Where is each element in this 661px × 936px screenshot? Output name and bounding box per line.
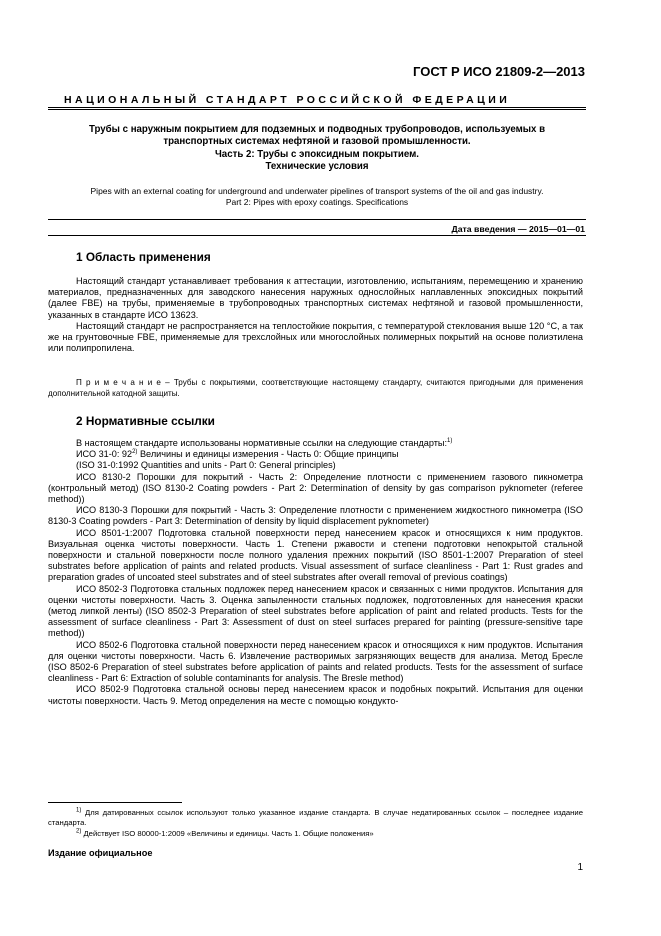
reference-item: ИСО 8130-2 Порошки для покрытий - Часть 2: Определение плотности с применением газового пикнометра (контрольный метод) (ISO 8130-2 Coating powders - Part 2: Determination of density by gas comparison pyknometer (referee method))	[48, 471, 583, 505]
title-en-line: Part 2: Pipes with epoxy coatings. Specifications	[225, 197, 409, 208]
section-1-note	[48, 378, 583, 399]
title-ru-line: Часть 2: Трубы с эпоксидным покрытием.	[215, 148, 419, 160]
note-text: – Трубы с покрытиями, соответствующие настоящему стандарту, считаются пригодными для применения дополнительной катодной защиты.	[48, 378, 583, 398]
section-1-paragraph: Настоящий стандарт устанавливает требования к аттестации, изготовлению, испытаниям, перемещению и хранению материалов, предназначенных для заводского нанесения наружных однослойных наплавленных эпоксидных покрытий (далее FBE) на трубы, применяемые в трубопроводных транспортных системах нефтяной и газовой промышленности, указанных в стандарте ИСО 13623.	[48, 276, 583, 320]
header-rule-bottom	[48, 109, 586, 110]
footnote-1	[48, 808, 583, 828]
note-label: П р и м е ч а н и е	[76, 378, 161, 387]
footnote-mark: 1)	[76, 807, 82, 814]
title-en-line: Pipes with an external coating for underground and underwater pipelines of transport systems of the oil and gas industry.	[90, 186, 544, 196]
title-english	[48, 186, 586, 208]
footnote-2	[48, 829, 583, 839]
section-1-paragraph: Настоящий стандарт не распространяется на теплостойкие покрытия, с температурой стеклования выше 120 °С, а так же на грунтовочные FBE, применяемые для трехслойных или многослойных полимерных покрытий на основе полиэтилена или полипропилена.	[48, 320, 583, 354]
page-number: 1	[577, 862, 583, 873]
date-rule	[48, 235, 586, 236]
reference-item: ИСО 8501-1:2007 Подготовка стальной поверхности перед нанесением красок и относящихся к ним продуктов. Визуальная оценка чистоты поверхности. Часть 1. Степени ржавости и степени подготовки непокрытой стальной поверхности и стальной поверхности после полного удаления прежних покрытий (ISO 8501-1:2007 Preparation of steel substrates before application of paints and related products. Visual assessment of surface cleanliness - Part 1: Rust grades and preparation grades of uncoated steel substrates and of steel substrates after overall removal of previous coatings)	[48, 527, 583, 583]
footnote-text: Действует ISO 80000-1:2009 «Величины и единицы. Часть 1. Общие положения»	[81, 829, 374, 838]
title-ru-line: транспортных системах нефтяной и газовой промышленности.	[163, 136, 471, 148]
section-2-body	[48, 438, 583, 707]
reference-item: ИСО 8130-3 Порошки для покрытий - Часть 3: Определение плотности с применением жидкостного пикнометра (ISO 8130-3 Coating powders - Part 3: Determination of density by liquid displacement pyknometer)	[48, 505, 583, 527]
title-russian	[48, 124, 586, 173]
standard-code: ГОСТ Р ИСО 21809-2—2013	[413, 64, 585, 79]
references-intro	[48, 438, 583, 449]
footnote-mark: 2)	[76, 828, 82, 835]
official-edition: Издание официальное	[48, 848, 153, 858]
footnote-ref: 1)	[447, 437, 453, 444]
reference-code: ИСО 31-0: 92	[76, 449, 133, 460]
footnote-separator	[48, 802, 182, 803]
section-2-heading: 2 Нормативные ссылки	[76, 414, 215, 428]
reference-item: ИСО 8502-3 Подготовка стальных подложек перед нанесением красок и связанных с ними продуктов. Испытания для оценки чистоты поверхности. Часть 3. Оценка запыленности стальных подложек, подготовленных для нанесения краски (метод липкой ленты) (ISO 8502-3 Preparation of steel substrates before application of paint and related products. Tests for the assessment of surface cleanliness - Part 3: Assessment of dust on steel surfaces prepared for painting (pressure-sensitive tape method))	[48, 583, 583, 639]
introduction-date: Дата введения — 2015—01—01	[451, 224, 585, 234]
header-rule-top	[48, 107, 586, 108]
title-rule	[48, 219, 586, 220]
title-ru-line: Технические условия	[265, 160, 369, 172]
reference-item: ИСО 8502-6 Подготовка стальной поверхности перед нанесением красок и относящихся к ним продуктов. Испытания для оценки чистоты поверхности. Часть 6. Извлечение растворимых загрязняющих веществ для анализа. Метод Бресле (ISO 8502-6 Preparation of steel substrates before application of paints and related products. Tests for the assessment of surface cleanliness - Part 6: Extraction of soluble contaminants for analysis. The Bresle method)	[48, 639, 583, 684]
section-1-heading: 1 Область применения	[76, 250, 211, 264]
title-ru-line: Трубы с наружным покрытием для подземных и подводных трубопроводов, используемых в	[88, 124, 546, 135]
reference-item: ИСО 8502-9 Подготовка стальной основы перед нанесением красок и подобных покрытий. Испытания для оценки чистоты поверхности. Часть 9. Метод определения на месте с помощью кондукто-	[48, 684, 583, 706]
reference-title: Величины и единицы измерения - Часть 0: Общие принципы	[137, 449, 399, 460]
reference-item	[48, 449, 583, 460]
section-1-body	[48, 276, 583, 354]
references-intro-text: В настоящем стандарте использованы нормативные ссылки на следующие стандарты:	[76, 438, 448, 448]
national-standard-banner: НАЦИОНАЛЬНЫЙ СТАНДАРТ РОССИЙСКОЙ ФЕДЕРАЦИИ	[64, 94, 511, 106]
footnote-ref: 2)	[132, 449, 138, 456]
reference-item-en: (ISO 31-0:1992 Quantities and units - Part 0: General principles)	[76, 460, 336, 471]
footnote-text: Для датированных ссылок используют только указанное издание стандарта. В случае недатированных ссылок – последнее издание стандарта.	[48, 808, 583, 827]
